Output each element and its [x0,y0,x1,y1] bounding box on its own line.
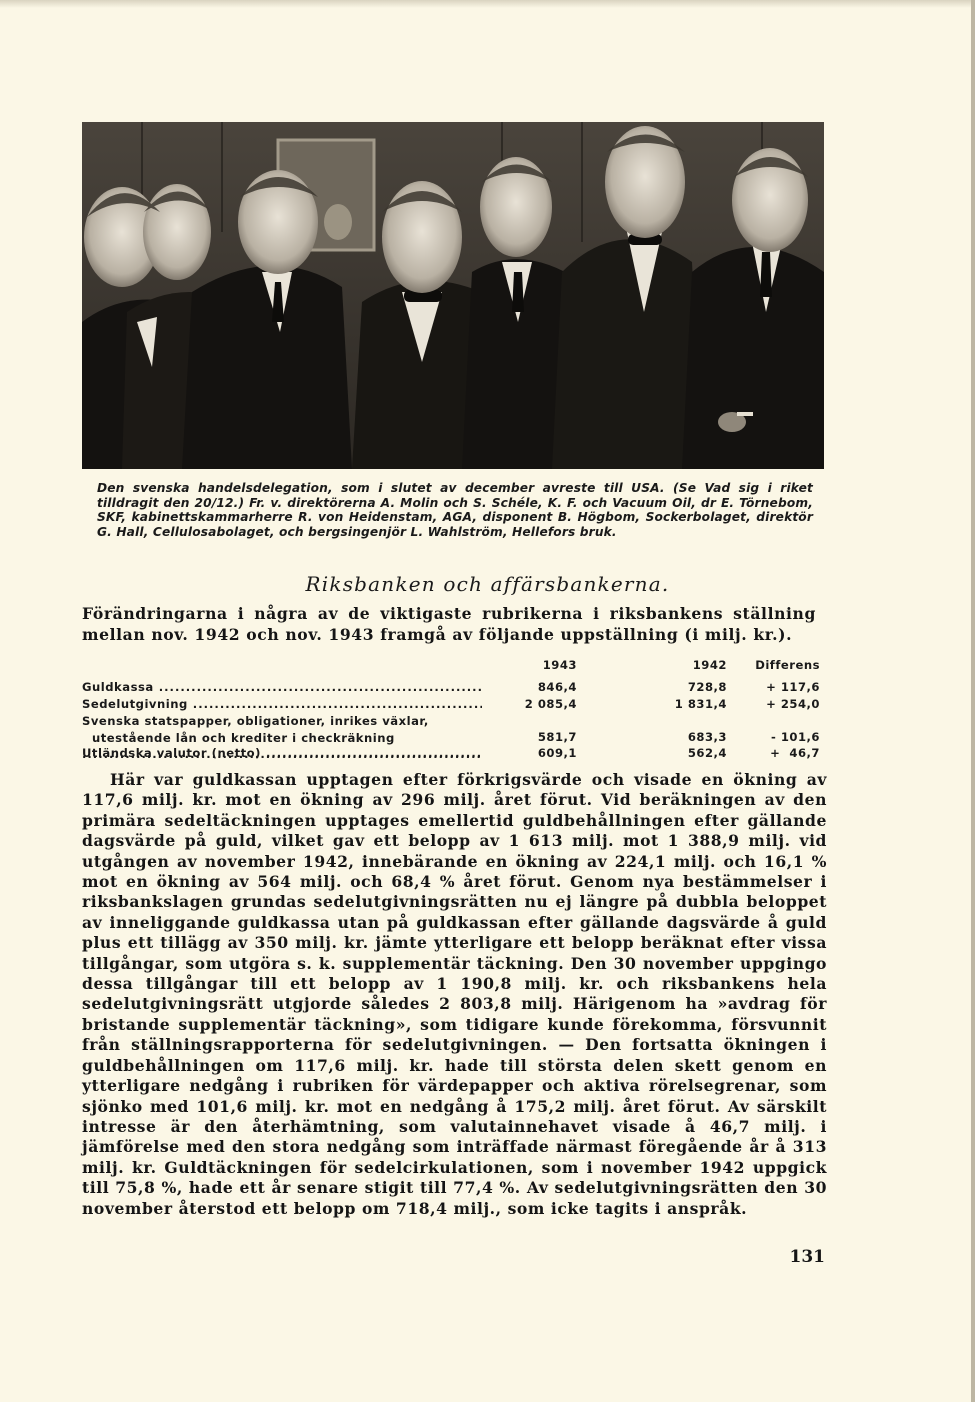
row-label: Sedelutgivning ..... [82,697,482,711]
header-differens: Differens [755,658,820,672]
table-row [82,697,822,714]
cell-differens: + 117,6 [766,680,820,694]
table-row [82,680,822,697]
cell-differens: - 101,6 [770,730,820,744]
cell-1943: 2 085,4 [524,696,577,711]
photo-caption: Den svenska handelsdelegation, som i slutet av december avreste till USA. (Se Vad sig i riket tilldragit den 20/12.) Fr. v. direktörerna A. Molin och S. Schéle, K. F. och Vacuum Oil, dr E. Törnebom, SKF, kabinettskammarherre R. von Heidenstam, AGA, disponent B. Högbom, Sockerbolaget, direktör G. Hall, Cellulosabolaget, och bergsingenjör L. Wahlström, Hellefors bruk. [97,481,813,539]
cell-1943: 846,4 [537,680,577,694]
balance-table [82,658,822,763]
row-label: Svenska statspapper, obligationer, inrikes växlar, utestående lån och krediter i checkräkning ..... [82,713,482,763]
row-label: Utländska valutor (netto) ..... [82,746,482,760]
body-text [82,770,827,1219]
intro-paragraph: Förändringarna i några av de viktigaste rubrikerna i riksbankens ställning mellan nov. 1942 och nov. 1943 framgå av följande uppställning (i milj. kr.). [82,604,816,644]
delegation-photo [82,122,824,469]
cell-1943: 581,7 [537,730,577,744]
table-row [82,713,822,746]
header-1943: 1943 [542,658,577,672]
header-1942: 1942 [692,658,727,672]
page-right-edge [971,0,975,1402]
cell-1942: 1 831,4 [674,696,727,711]
table-row [82,746,822,763]
cell-1942: 683,3 [687,730,727,744]
body-paragraph: Här var guldkassan upptagen efter förkrigsvärde och visade en ökning av 117,6 milj. kr. mot en ökning av 296 milj. året förut. Vid beräkningen av den primära sedeltäckningen upptages emellertid guldbehållningen efter gällande dagsvärde på guld, vilket gav ett belopp av 1 613 milj. mot 1 388,9 milj. vid utgången av november 1942, innebärande en ökning av 224,1 milj. och 16,1 % mot en ökning av 564 milj. och 68,4 % året förut. Genom nya bestämmelser i riksbankslagen grundas sedelutgivningsrätten nu ej längre på dubbla beloppet av inneliggande guldkassa utan på guldkassan efter gällande dagsvärde å guld plus ett tillägg av 350 milj. kr. jämte ytterligare ett belopp beräknat efter vissa tillgångar, som utgöra s. k. supplementär täckning. Den 30 november uppgingo dessa tillgångar till ett belopp av 1 190,8 milj. kr. och riksbankens hela sedelutgivningsrätt utgjorde således 2 803,8 milj. Härigenom ha »avdrag för bristande supplementär täckning», som tidigare kunde förekomma, försvunnit från ställningsrapporterna för sedelutgivningen. — Den fortsatta ökningen i guldbehållningen om 117,6 milj. kr. hade till största delen skett genom en ytterligare nedgång i rubriken för värdepapper och aktiva rörelsegrenar, som sjönko med 101,6 milj. kr. mot en nedgång å 175,2 milj. året förut. Av särskilt intresse är den återhämtning, som valutainnehavet visade å 46,7 milj. i jämförelse med den stora nedgång som inträffade närmast föregående år å 313 milj. kr. Guldtäckningen för sedelcirkulationen, som i november 1942 uppgick till 75,8 %, hade ett år senare stigit till 77,4 %. Av sedelutgivningsrätten den 30 november återstod ett belopp om 718,4 milj., som icke tagits i anspråk. [82,770,827,1218]
page-number: 131 [789,1247,825,1267]
cell-differens: + 254,0 [766,696,820,711]
row-label: Guldkassa ..... [82,680,482,694]
cell-1942: 562,4 [687,746,727,760]
cell-differens: + 46,7 [770,746,820,760]
cell-1942: 728,8 [687,680,727,694]
section-heading: Riksbanken och affärsbankerna. [305,572,670,596]
cell-1943: 609,1 [537,746,577,760]
table-header-row [82,658,822,680]
page-top-edge [0,0,975,8]
